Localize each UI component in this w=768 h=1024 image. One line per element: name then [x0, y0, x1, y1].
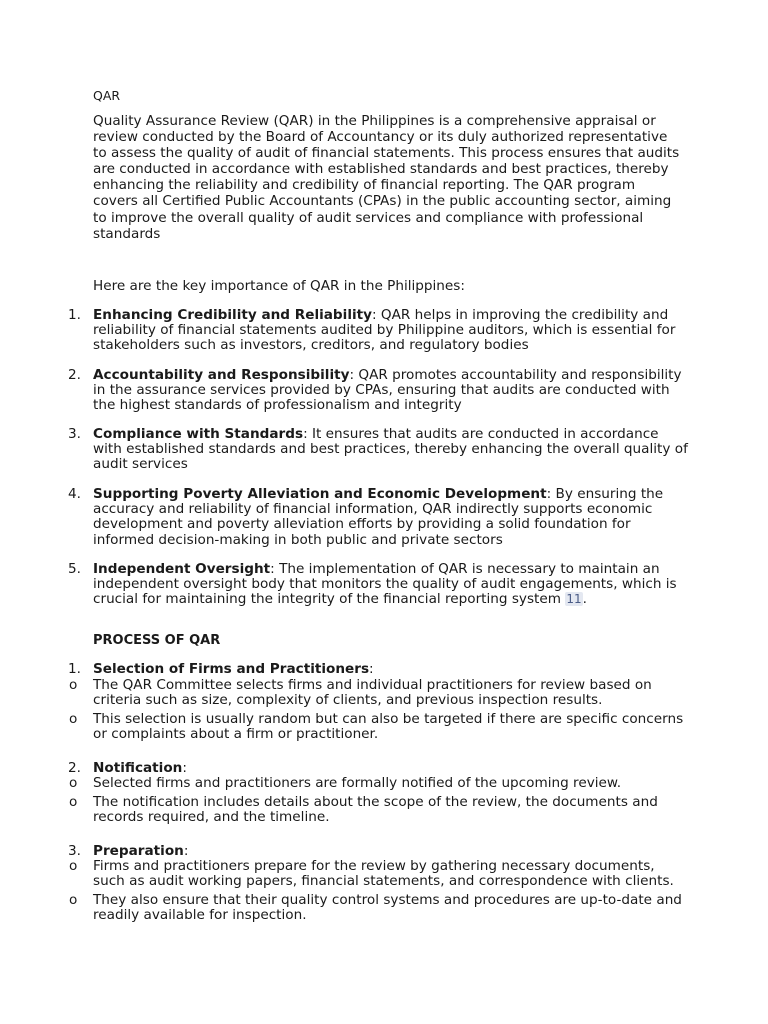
bullet-text: Selected firms and practitioners are formally notified of the upcoming review.: [93, 775, 622, 791]
intro-paragraph: Quality Assurance Review (QAR) in the Philippines is a comprehensive appraisal or review conducted by the Board of Accountancy or its duly authorized representative to assess the quality of audit of financial statements. This process ensures that audits are conducted in accordance with established standards and best practices, thereby enhancing the reliability and credibility of financial reporting. The QAR program covers all Certified Public Accountants (CPAs) in the public accounting sector, aiming to improve the overall quality of audit services and compliance with professional standards: [93, 113, 680, 242]
process-step-3: [68, 844, 688, 859]
process-step-1-bullet-1: [69, 678, 689, 708]
bullet-text: They also ensure that their quality control systems and procedures are up-to-date and readily available for inspection.: [93, 892, 682, 924]
process-step-2-bullet-2: [69, 795, 689, 825]
process-step-3-bullet-1: [69, 859, 689, 889]
item-text: : It ensures that audits are conducted in accordance with established standards and best practices, thereby enhancing the overall quality of audit services: [93, 426, 688, 473]
bullet-mark: o: [69, 892, 78, 908]
importance-item-1: [68, 308, 688, 354]
process-heading: PROCESS OF QAR: [93, 633, 221, 648]
step-heading: Selection of Firms and Practitioners: [93, 661, 370, 677]
bullet-text: The QAR Committee selects firms and individual practitioners for review based on criteria such as size, complexity of clients, and previous inspection results.: [93, 677, 652, 709]
importance-item-4: [68, 487, 688, 548]
bullet-text: This selection is usually random but can also be targeted if there are specific concerns or complaints about a firm or practitioner.: [93, 711, 684, 743]
step-number: 3.: [68, 843, 81, 859]
step-colon: :: [183, 843, 189, 859]
bullet-mark: o: [69, 711, 78, 727]
step-colon: :: [369, 661, 374, 677]
step-number: 2.: [68, 760, 81, 776]
item-heading: Enhancing Credibility and Reliability: [93, 307, 373, 323]
process-step-2-bullet-1: [69, 776, 689, 791]
process-step-2: [68, 761, 688, 776]
item-number: 4.: [68, 486, 81, 502]
citation-link[interactable]: 11: [566, 592, 582, 607]
process-step-3-bullet-2: [69, 893, 689, 923]
process-step-1: [68, 662, 688, 677]
process-step-1-bullet-2: [69, 712, 689, 742]
item-number: 5.: [68, 561, 81, 577]
item-heading: Compliance with Standards: [93, 426, 304, 442]
item-text: : By ensuring the accuracy and reliability of financial information, QAR indirectly supports economic development and poverty alleviation efforts by providing a solid foundation for informed decision-making in both public and private sectors: [93, 486, 664, 548]
item-heading: Supporting Poverty Alleviation and Economic Development: [93, 486, 547, 502]
bullet-mark: o: [69, 775, 78, 791]
item-text: : QAR helps in improving the credibility and reliability of financial statements audited by Philippine auditors, which is essential for stakeholders such as investors, creditors, and regulatory bodies: [93, 307, 676, 354]
item-number: 1.: [68, 307, 81, 323]
item-number: 3.: [68, 426, 81, 442]
item-text: : QAR promotes accountability and responsibility in the assurance services provided by CPAs, ensuring that audits are conducted with the highest standards of professionalism and integrity: [93, 367, 682, 414]
importance-item-3: [68, 427, 688, 473]
step-colon: :: [182, 760, 187, 776]
document-title: QAR: [93, 88, 121, 103]
bullet-text: Firms and practitioners prepare for the review by gathering necessary documents, such as audit working papers, financial statements, and correspondence with clients.: [93, 858, 674, 890]
step-number: 1.: [68, 661, 81, 677]
item-heading: Independent Oversight: [93, 561, 271, 577]
bullet-text: The notification includes details about the scope of the review, the documents and records required, and the timeline.: [93, 794, 658, 826]
bullet-mark: o: [69, 677, 78, 693]
importance-item-2: [68, 368, 688, 414]
step-heading: Preparation: [93, 843, 184, 859]
importance-item-5: [68, 562, 688, 608]
importance-lead: Here are the key importance of QAR in the Philippines:: [93, 278, 465, 294]
item-heading: Accountability and Responsibility: [93, 367, 350, 383]
bullet-mark: o: [69, 858, 78, 874]
bullet-mark: o: [69, 794, 78, 810]
item-number: 2.: [68, 367, 81, 383]
item-trail: .: [582, 591, 587, 608]
step-heading: Notification: [93, 760, 183, 776]
item-text: : The implementation of QAR is necessary to maintain an independent oversight body that monitors the quality of audit engagements, which is crucial for maintaining the integrity of the financial reporting system: [93, 561, 677, 608]
